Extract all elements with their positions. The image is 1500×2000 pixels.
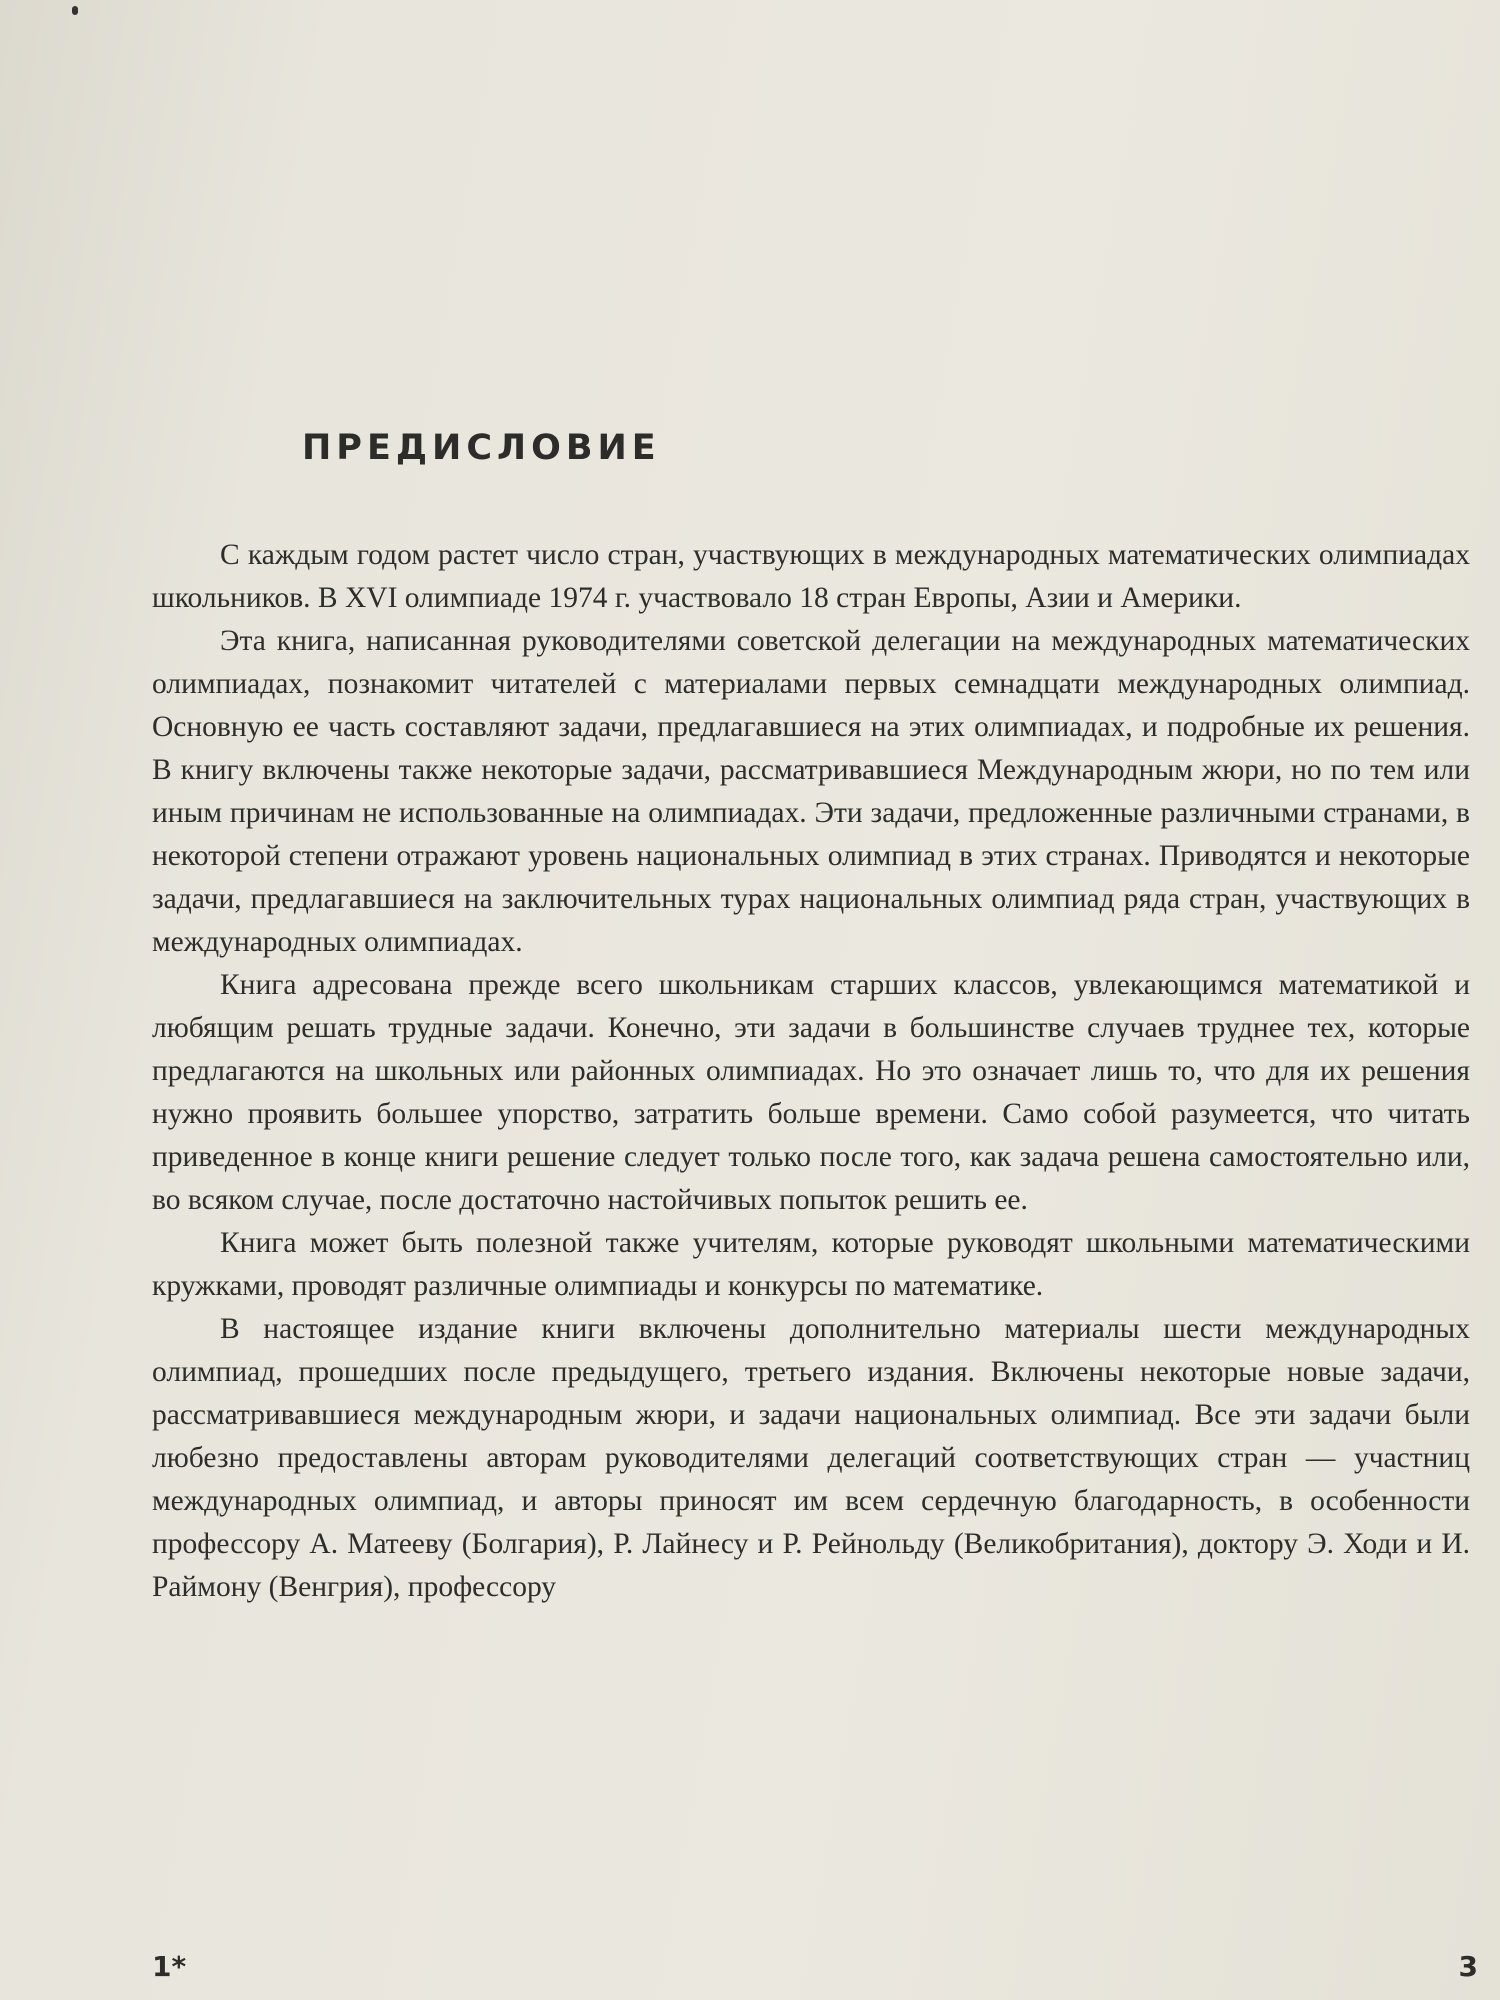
paragraph-4: Книга может быть полезной также учителям, которые руководят школьными математическими кружками, проводят различные олимпиады и конкурсы по математике. (152, 1227, 1470, 1302)
preface-body (152, 534, 1470, 1609)
paragraph-5: В настоящее издание книги включены дополнительно материалы шести международных олимпиад, прошедших после предыдущего, третьего издания. Включены некоторые новые задачи, рассматривавшиеся международным жюри, и задачи национальных олимпиад. Все эти задачи были любезно предоставлены авторам руководителями делегаций соответствующих стран — участниц международных олимпиад, и авторы приносят им всем сердечную благодарность, в особенности профессору А. Матееву (Болгария), Р. Лайнесу и Р. Рейнольду (Великобритания), доктору Э. Ходи и И. Раймону (Венгрия), профессору (152, 1313, 1470, 1603)
paragraph-3: Книга адресована прежде всего школьникам старших классов, увлекающимся математикой и любящим решать трудные задачи. Конечно, эти задачи в большинстве случаев труднее тех, которые предлагаются на школьных или районных олимпиадах. Но это означает лишь то, что для их решения нужно проявить большее упорство, затратить больше времени. Само собой разумеется, что читать приведенное в конце книги решение следует только после того, как задача решена самостоятельно или, во всяком случае, после достаточно настойчивых попыток решить ее. (152, 969, 1470, 1216)
signature-mark: 1* (152, 1950, 187, 1983)
paragraph-1: С каждым годом растет число стран, участвующих в международных математических олимпиадах школьников. В XVI олимпиаде 1974 г. участвовало 18 стран Европы, Азии и Америки. (152, 539, 1470, 614)
page-title: ПРЕДИСЛОВИЕ (302, 428, 661, 468)
page-number: 3 (1458, 1950, 1478, 1983)
paragraph-2: Эта книга, написанная руководителями советской делегации на международных математических олимпиадах, познакомит читателей с материалами первых семнадцати международных олимпиад. Основную ее часть составляют задачи, предлагавшиеся на этих олимпиадах, и подробные их решения. В книгу включены также некоторые задачи, рассматривавшиеся Международным жюри, но по тем или иным причинам не использованные на олимпиадах. Эти задачи, предложенные различными странами, в некоторой степени отражают уровень национальных олимпиад в этих странах. Приводятся и некоторые задачи, предлагавшиеся на заключительных турах национальных олимпиад ряда стран, участвующих в международных олимпиадах. (152, 625, 1470, 958)
ink-speck (72, 6, 78, 15)
